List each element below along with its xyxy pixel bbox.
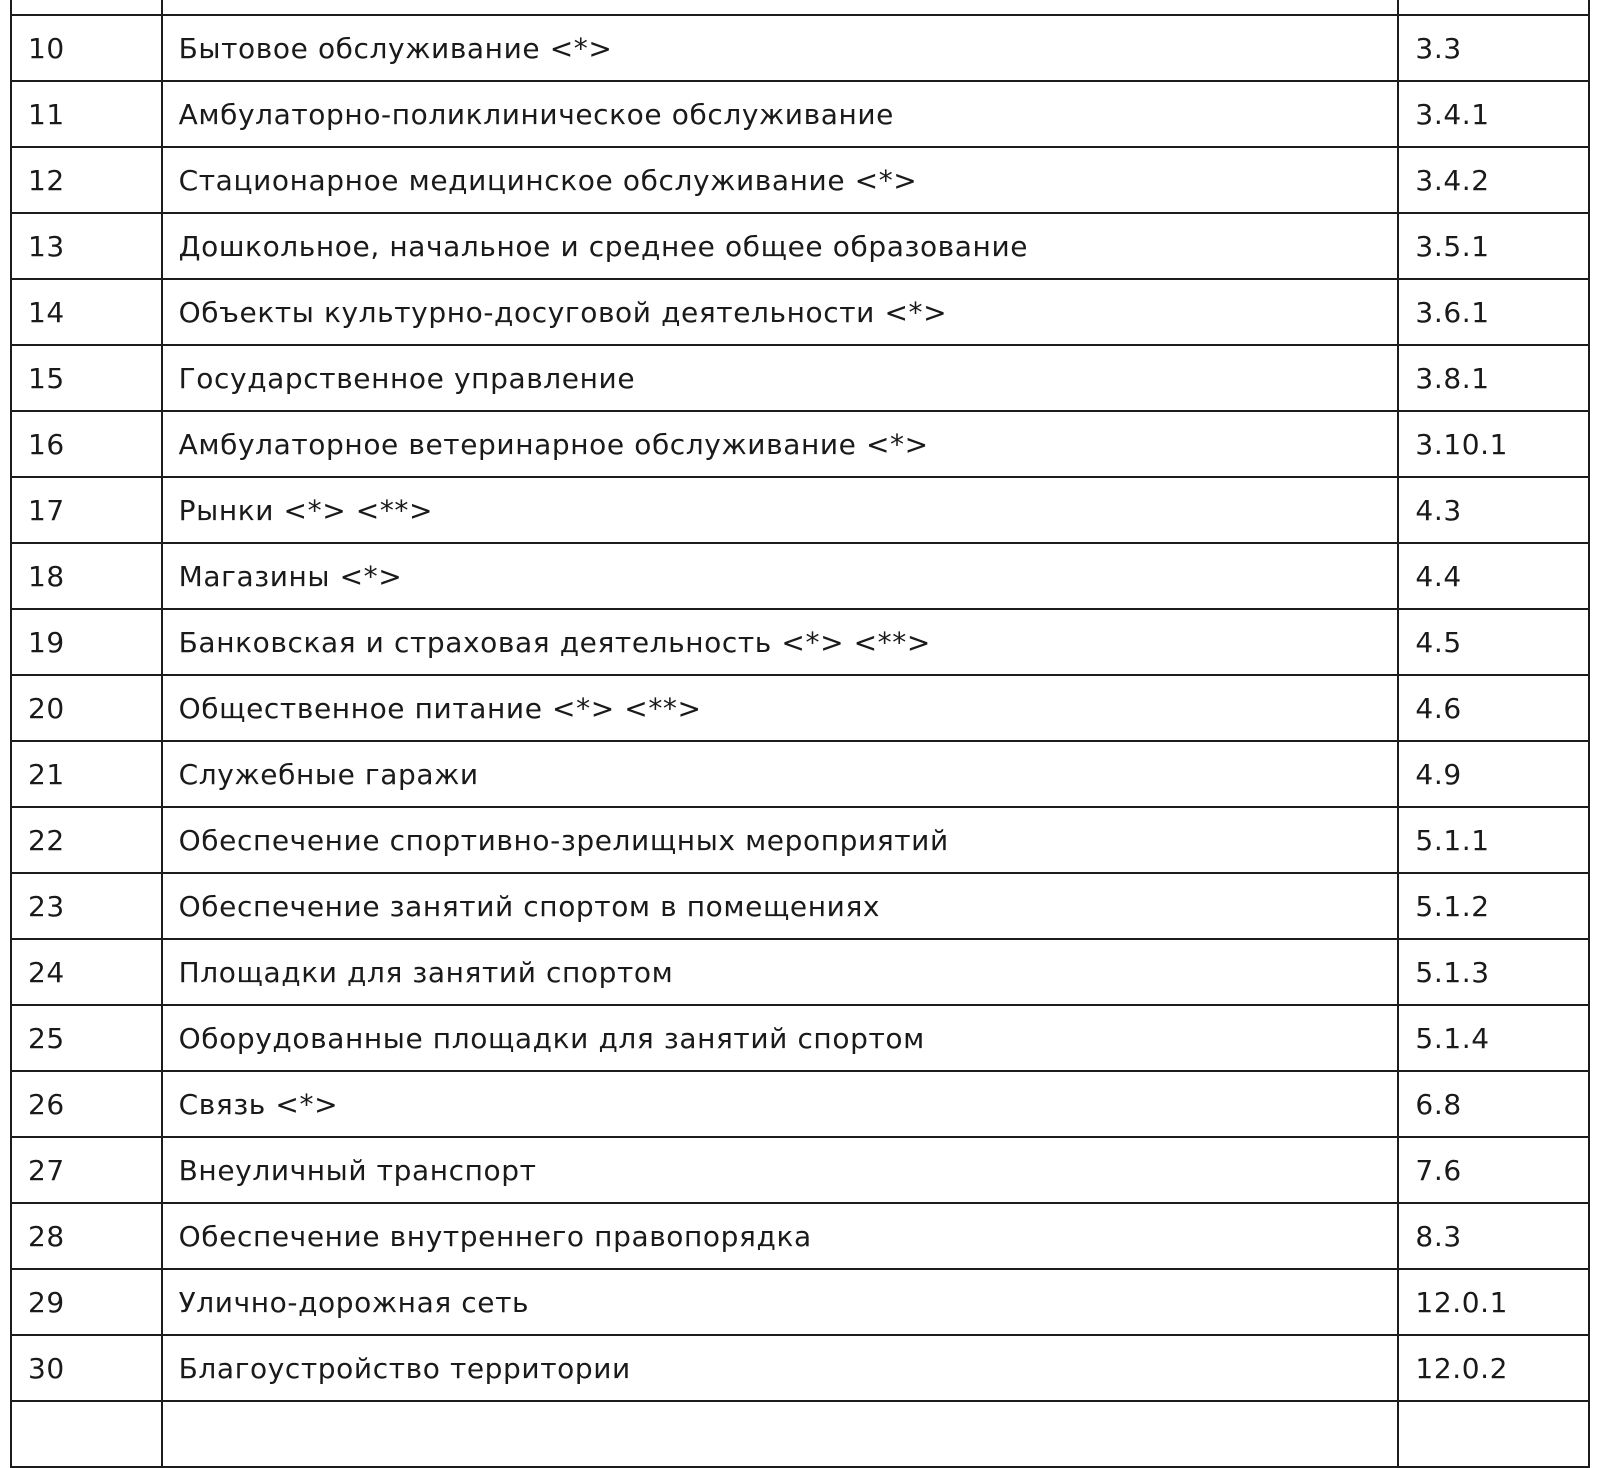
table-row: [11, 939, 1589, 1005]
row-name-cell: Амбулаторное ветеринарное обслуживание <*>: [162, 411, 1399, 477]
row-code-cell: 7.6: [1398, 1137, 1589, 1203]
table-row: [11, 807, 1589, 873]
table-row: [11, 81, 1589, 147]
row-code-cell: 12.0.1: [1398, 1269, 1589, 1335]
row-code-cell: 3.3: [1398, 15, 1589, 81]
row-code-cell: 3.4.1: [1398, 81, 1589, 147]
row-code-cell: 4.4: [1398, 543, 1589, 609]
row-number-cell: 12: [11, 147, 162, 213]
row-number-cell: [11, 0, 162, 15]
row-number-cell: 23: [11, 873, 162, 939]
table-row: [11, 411, 1589, 477]
row-name-cell: Амбулаторно-поликлиническое обслуживание: [162, 81, 1399, 147]
row-code-cell: 12.0.2: [1398, 1335, 1589, 1401]
table-row: [11, 543, 1589, 609]
row-name-cell: Бытовое обслуживание <*>: [162, 15, 1399, 81]
row-number-cell: 18: [11, 543, 162, 609]
row-code-cell: 3.8.1: [1398, 345, 1589, 411]
row-name-cell: Улично-дорожная сеть: [162, 1269, 1399, 1335]
row-number-cell: 30: [11, 1335, 162, 1401]
row-number-cell: 29: [11, 1269, 162, 1335]
row-name-cell: Рынки <*> <**>: [162, 477, 1399, 543]
table-row: [11, 609, 1589, 675]
row-name-cell: Обеспечение внутреннего правопорядка: [162, 1203, 1399, 1269]
row-code-cell: 3.10.1: [1398, 411, 1589, 477]
row-name-cell: Стационарное медицинское обслуживание <*>: [162, 147, 1399, 213]
row-code-cell: 8.3: [1398, 1203, 1589, 1269]
row-code-cell: 5.1.4: [1398, 1005, 1589, 1071]
table-row: [11, 477, 1589, 543]
row-name-cell: Благоустройство территории: [162, 1335, 1399, 1401]
table-row: [11, 15, 1589, 81]
table-row: [11, 1269, 1589, 1335]
row-name-cell: Оборудованные площадки для занятий спортом: [162, 1005, 1399, 1071]
row-number-cell: 20: [11, 675, 162, 741]
land-use-table: [10, 0, 1590, 1468]
table-row: [11, 1137, 1589, 1203]
table-row: [11, 279, 1589, 345]
table-row: [11, 1401, 1589, 1467]
row-name-cell: Обеспечение спортивно-зрелищных мероприятий: [162, 807, 1399, 873]
row-code-cell: [1398, 1401, 1589, 1467]
row-number-cell: [11, 1401, 162, 1467]
row-name-cell: Площадки для занятий спортом: [162, 939, 1399, 1005]
row-name-cell: [162, 0, 1399, 15]
table-row: [11, 345, 1589, 411]
row-number-cell: 14: [11, 279, 162, 345]
table-row: [11, 1071, 1589, 1137]
row-name-cell: Объекты культурно-досуговой деятельности <*>: [162, 279, 1399, 345]
row-number-cell: 16: [11, 411, 162, 477]
row-name-cell: Связь <*>: [162, 1071, 1399, 1137]
row-number-cell: 25: [11, 1005, 162, 1071]
row-code-cell: 3.6.1: [1398, 279, 1589, 345]
row-name-cell: [162, 1401, 1399, 1467]
row-code-cell: 5.1.2: [1398, 873, 1589, 939]
row-name-cell: Дошкольное, начальное и среднее общее образование: [162, 213, 1399, 279]
table-row: [11, 741, 1589, 807]
row-code-cell: 3.4.2: [1398, 147, 1589, 213]
row-name-cell: Обеспечение занятий спортом в помещениях: [162, 873, 1399, 939]
row-number-cell: 11: [11, 81, 162, 147]
row-number-cell: 17: [11, 477, 162, 543]
row-number-cell: 28: [11, 1203, 162, 1269]
table-row: [11, 213, 1589, 279]
table-row: [11, 1203, 1589, 1269]
row-name-cell: Государственное управление: [162, 345, 1399, 411]
row-number-cell: 26: [11, 1071, 162, 1137]
row-number-cell: 19: [11, 609, 162, 675]
row-code-cell: 5.1.3: [1398, 939, 1589, 1005]
row-name-cell: Магазины <*>: [162, 543, 1399, 609]
row-number-cell: 21: [11, 741, 162, 807]
table-row: [11, 147, 1589, 213]
table-row: [11, 873, 1589, 939]
row-number-cell: 22: [11, 807, 162, 873]
table-row: [11, 1335, 1589, 1401]
row-code-cell: [1398, 0, 1589, 15]
table-row: [11, 675, 1589, 741]
row-name-cell: Внеуличный транспорт: [162, 1137, 1399, 1203]
row-number-cell: 13: [11, 213, 162, 279]
row-code-cell: 4.6: [1398, 675, 1589, 741]
row-code-cell: 5.1.1: [1398, 807, 1589, 873]
row-code-cell: 4.9: [1398, 741, 1589, 807]
row-code-cell: 4.3: [1398, 477, 1589, 543]
row-code-cell: 3.5.1: [1398, 213, 1589, 279]
table-row: [11, 0, 1589, 15]
row-number-cell: 24: [11, 939, 162, 1005]
row-name-cell: Банковская и страховая деятельность <*> <**>: [162, 609, 1399, 675]
row-number-cell: 10: [11, 15, 162, 81]
row-number-cell: 27: [11, 1137, 162, 1203]
row-code-cell: 6.8: [1398, 1071, 1589, 1137]
row-name-cell: Служебные гаражи: [162, 741, 1399, 807]
row-name-cell: Общественное питание <*> <**>: [162, 675, 1399, 741]
table-body: [11, 0, 1589, 1467]
table-row: [11, 1005, 1589, 1071]
row-number-cell: 15: [11, 345, 162, 411]
row-code-cell: 4.5: [1398, 609, 1589, 675]
